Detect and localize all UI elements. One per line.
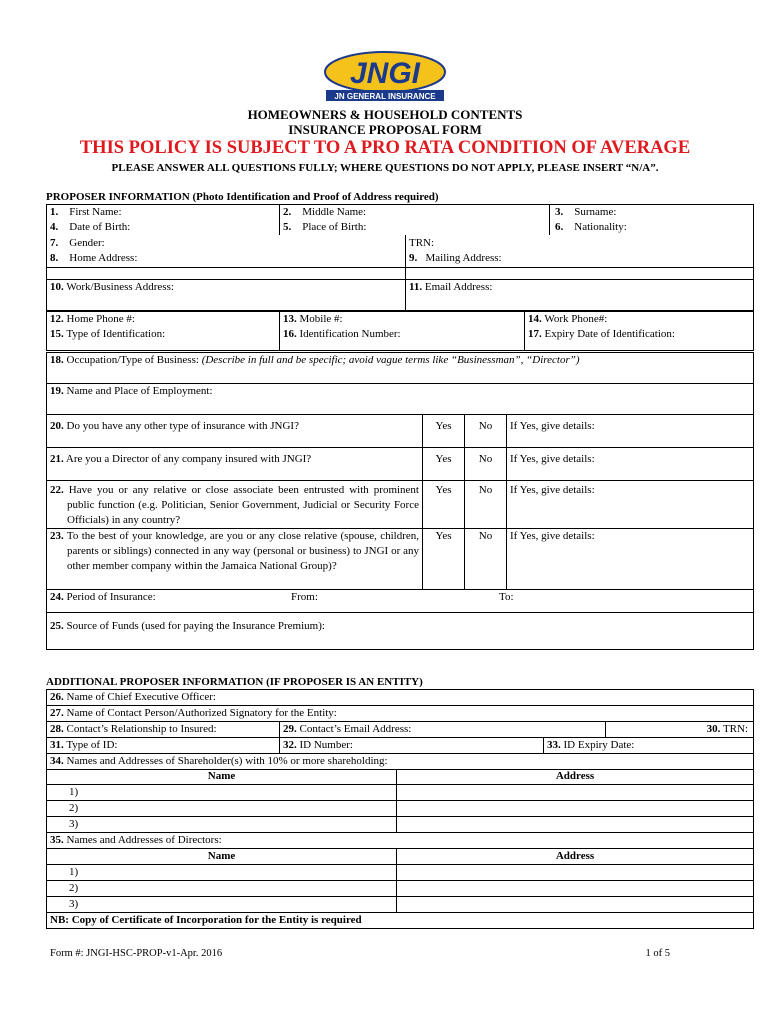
proposer-table-a xyxy=(46,204,754,268)
director-row-2[interactable]: 2) xyxy=(47,881,397,897)
director-name-header: Name xyxy=(47,849,397,865)
ceo-name-field[interactable]: 26. Name of Chief Executive Officer: xyxy=(47,690,754,706)
entity-trn-field[interactable]: 30. TRN: xyxy=(706,723,748,735)
source-of-funds-field[interactable]: 25. Source of Funds (used for paying the Insurance Premium): xyxy=(47,613,754,650)
shareholder-address-header: Address xyxy=(397,769,754,785)
gender-field[interactable]: 7. Gender: xyxy=(50,237,105,249)
q22-yes-option[interactable]: Yes xyxy=(423,481,465,529)
form-title-line2: INSURANCE PROPOSAL FORM xyxy=(288,122,482,137)
shareholder-address-3[interactable] xyxy=(397,817,754,833)
period-from-field[interactable]: From: xyxy=(291,591,318,603)
home-phone-field[interactable]: 12. Home Phone #: xyxy=(50,313,135,325)
shareholder-row-2[interactable]: 2) xyxy=(47,801,397,817)
logo-text: JNGI xyxy=(349,57,421,90)
connection-question: 23. To the best of your knowledge, are you or any close relative (spouse, children, parents or siblings) connected in any way (personal or business) to JNGI or any other member company within the Jamaica National Group)? xyxy=(47,529,423,590)
logo-subtext: JN GENERAL INSURANCE xyxy=(334,92,436,101)
work-address-field[interactable]: 10. Work/Business Address: xyxy=(47,280,406,311)
employment-field[interactable]: 19. Name and Place of Employment: xyxy=(47,384,754,415)
middle-name-field[interactable]: 2. Middle Name: xyxy=(283,206,367,218)
director-address-header: Address xyxy=(397,849,754,865)
form-title-line1: HOMEOWNERS & HOUSEHOLD CONTENTS xyxy=(247,107,523,122)
id-type-field[interactable]: 15. Type of Identification: xyxy=(50,328,166,340)
contact-email-field[interactable]: 29. Contact’s Email Address: xyxy=(283,723,412,735)
q21-details-field[interactable]: If Yes, give details: xyxy=(507,448,754,481)
jngi-logo xyxy=(318,50,452,102)
entity-table xyxy=(46,689,754,770)
incorporation-note: NB: Copy of Certificate of Incorporation for the Entity is required xyxy=(47,913,754,929)
id-expiry-field[interactable]: 17. Expiry Date of Identification: xyxy=(528,328,675,340)
director-row-1[interactable]: 1) xyxy=(47,865,397,881)
date-of-birth-field[interactable]: 4. Date of Birth: xyxy=(50,221,131,233)
other-insurance-question: 20. Do you have any other type of insurance with JNGI? xyxy=(47,415,423,448)
email-address-field[interactable]: 11. Email Address: xyxy=(406,280,754,311)
shareholder-row-3[interactable]: 3) xyxy=(47,817,397,833)
pep-question: 22. Have you or any relative or close associate been entrusted with prominent public function (e.g. Politician, Senior Government, Judicial or Security Force Officials) in any country? xyxy=(47,481,423,529)
period-of-insurance-row xyxy=(47,590,754,613)
place-of-birth-field[interactable]: 5. Place of Birth: xyxy=(283,221,367,233)
average-warning: THIS POLICY IS SUBJECT TO A PRO RATA CONDITION OF AVERAGE xyxy=(79,138,691,158)
proposer-table-b xyxy=(46,265,754,311)
q22-no-option[interactable]: No xyxy=(465,481,507,529)
q23-no-option[interactable]: No xyxy=(465,529,507,590)
shareholder-address-1[interactable] xyxy=(397,785,754,801)
proposer-table-d xyxy=(46,352,754,650)
q21-no-option[interactable]: No xyxy=(465,448,507,481)
director-row-3[interactable]: 3) xyxy=(47,897,397,913)
q23-yes-option[interactable]: Yes xyxy=(423,529,465,590)
contact-person-field[interactable]: 27. Name of Contact Person/Authorized Signatory for the Entity: xyxy=(47,706,754,722)
q20-yes-option[interactable]: Yes xyxy=(423,415,465,448)
director-address-3[interactable] xyxy=(397,897,754,913)
period-to-field[interactable]: To: xyxy=(499,591,514,603)
q21-yes-option[interactable]: Yes xyxy=(423,448,465,481)
occupation-field[interactable]: 18. Occupation/Type of Business: (Describe in full and be specific; avoid vague terms like “Businessman”, “Director”) xyxy=(47,353,754,384)
contact-relationship-field[interactable]: 28. Contact’s Relationship to Insured: xyxy=(47,722,280,738)
shareholders-table xyxy=(46,769,754,929)
q22-details-field[interactable]: If Yes, give details: xyxy=(507,481,754,529)
director-address-2[interactable] xyxy=(397,881,754,897)
entity-id-type-field[interactable]: 31. Type of ID: xyxy=(47,738,280,754)
work-phone-field[interactable]: 14. Work Phone#: xyxy=(528,313,608,325)
directors-label: 35. Names and Addresses of Directors: xyxy=(47,833,754,849)
entity-id-expiry-field[interactable]: 33. ID Expiry Date: xyxy=(544,738,754,754)
home-address-field[interactable]: 8. Home Address: xyxy=(50,252,138,264)
surname-field[interactable]: 3. Surname: xyxy=(555,206,617,218)
proposer-table-c xyxy=(46,311,754,351)
shareholder-row-1[interactable]: 1) xyxy=(47,785,397,801)
q20-details-field[interactable]: If Yes, give details: xyxy=(507,415,754,448)
mobile-field[interactable]: 13. Mobile #: xyxy=(283,313,343,325)
entity-heading: ADDITIONAL PROPOSER INFORMATION (IF PROPOSER IS AN ENTITY) xyxy=(46,676,423,688)
period-of-insurance-label: 24. Period of Insurance: xyxy=(50,591,156,603)
entity-id-number-field[interactable]: 32. ID Number: xyxy=(280,738,544,754)
nationality-field[interactable]: 6. Nationality: xyxy=(555,221,627,233)
director-question: 21. Are you a Director of any company insured with JNGI? xyxy=(47,448,423,481)
q23-details-field[interactable]: If Yes, give details: xyxy=(507,529,754,590)
form-number: Form #: JNGI-HSC-PROP-v1-Apr. 2016 xyxy=(50,948,223,959)
q20-no-option[interactable]: No xyxy=(465,415,507,448)
director-address-1[interactable] xyxy=(397,865,754,881)
page-number: 1 of 5 xyxy=(645,948,670,959)
id-number-field[interactable]: 16. Identification Number: xyxy=(283,328,401,340)
first-name-field[interactable]: 1. First Name: xyxy=(50,206,122,218)
shareholder-address-2[interactable] xyxy=(397,801,754,817)
shareholders-label: 34. Names and Addresses of Shareholder(s) with 10% or more shareholding: xyxy=(47,754,754,770)
proposer-heading: PROPOSER INFORMATION (Photo Identification and Proof of Address required) xyxy=(46,191,439,203)
instructions: PLEASE ANSWER ALL QUESTIONS FULLY; WHERE QUESTIONS DO NOT APPLY, PLEASE INSERT “N/A”. xyxy=(111,162,659,174)
mailing-address-field[interactable]: 9. Mailing Address: xyxy=(409,252,502,264)
trn-field[interactable]: TRN: xyxy=(409,237,435,249)
shareholder-name-header: Name xyxy=(47,769,397,785)
